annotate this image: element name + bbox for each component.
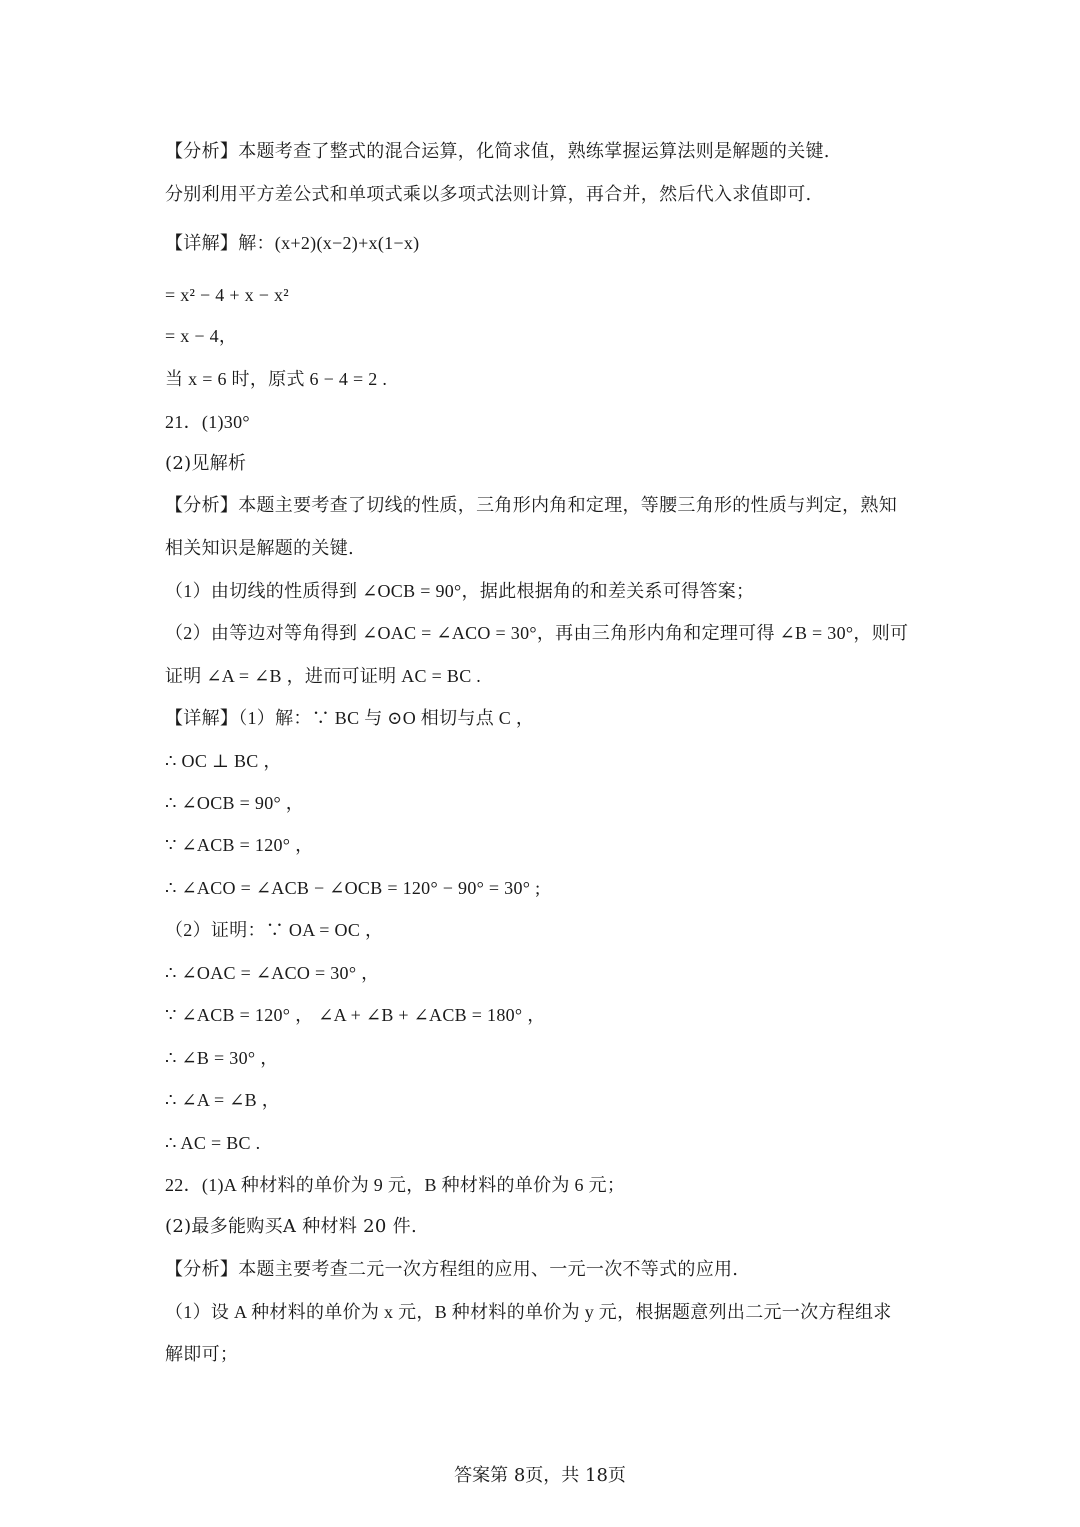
detail-21-proof-line3: ∵ ∠ACB = 120° ， ∠A + ∠B + ∠ACB = 180° ， xyxy=(165,1005,546,1025)
solution-step-1: = x² − 4 + x − x² xyxy=(165,285,289,305)
answer-22-part1: 22．(1)A 种材料的单价为 9 元，B 种材料的单价为 6 元； xyxy=(165,1175,626,1195)
detail-21-start: 【详解】（1）解：∵ BC 与 ⊙O 相切与点 C ， xyxy=(165,708,535,728)
solution-step-3: 当 x = 6 时，原式 6 − 4 = 2 . xyxy=(165,369,388,389)
answer-22-part2: (2)最多能购买A 种材料 20 件. xyxy=(165,1216,417,1237)
analysis-paragraph-20: 【分析】本题考查了整式的混合运算，化简求值，熟练掌握运算法则是解题的关键. xyxy=(165,141,830,162)
detail-21-proof-line2: ∴ ∠OAC = ∠ACO = 30° ， xyxy=(165,963,380,983)
analysis-21-step1: （1）由切线的性质得到 ∠OCB = 90°，据此根据角的和差关系可得答案； xyxy=(165,581,755,601)
solution-step-2: = x − 4， xyxy=(165,326,238,346)
detail-21-proof-line4: ∴ ∠B = 30° ， xyxy=(165,1048,279,1068)
page-footer: 答案第 8页，共 18页 xyxy=(454,1465,626,1486)
answer-21-part2: (2)见解析 xyxy=(165,453,247,474)
analysis-21-step2: （2）由等边对等角得到 ∠OAC = ∠ACO = 30°，再由三角形内角和定理可得 ∠B = 30°，则可 xyxy=(165,623,909,643)
analysis-paragraph-21-cont: 相关知识是解题的关键. xyxy=(165,538,355,559)
detail-21-proof-line6: ∴ AC = BC . xyxy=(165,1133,261,1153)
analysis-22-step1-cont: 解即可； xyxy=(165,1344,239,1365)
analysis-method-20: 分别利用平方差公式和单项式乘以多项式法则计算，再合并，然后代入求值即可. xyxy=(165,184,812,205)
detail-21-line5: ∴ ∠ACO = ∠ACB − ∠OCB = 120° − 90° = 30° ; xyxy=(165,878,541,898)
answer-21-part1: 21．(1)30° xyxy=(165,412,250,432)
analysis-22-step1: （1）设 A 种材料的单价为 x 元，B 种材料的单价为 y 元，根据题意列出二元一次方程组求 xyxy=(165,1302,892,1322)
analysis-paragraph-22: 【分析】本题主要考查二元一次方程组的应用、一元一次不等式的应用. xyxy=(165,1259,739,1280)
detail-21-proof-start: （2）证明：∵ OA = OC ， xyxy=(165,920,384,940)
detail-21-proof-line5: ∴ ∠A = ∠B ， xyxy=(165,1090,281,1110)
detail-21-line3: ∴ ∠OCB = 90° ， xyxy=(165,793,305,813)
detail-21-line2: ∴ OC ⊥ BC ， xyxy=(165,751,282,771)
analysis-paragraph-21: 【分析】本题主要考查了切线的性质，三角形内角和定理，等腰三角形的性质与判定，熟知 xyxy=(165,495,897,516)
analysis-21-step2-cont: 证明 ∠A = ∠B ，进而可证明 AC = BC . xyxy=(165,666,482,686)
solution-expression-20: 【详解】解：(x+2)(x−2)+x(1−x) xyxy=(165,233,420,253)
detail-21-line4: ∵ ∠ACB = 120° ， xyxy=(165,835,314,855)
